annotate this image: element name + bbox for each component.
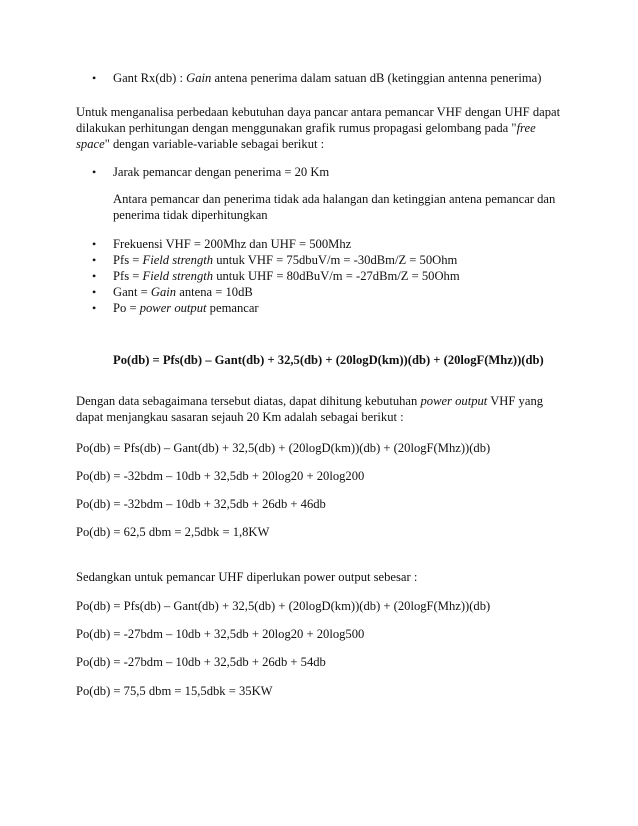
bullet-dot: • — [92, 237, 97, 251]
intro-line-2-text: dilakukan perhitungan dengan menggunakan grafik rumus propagasi gelombang pada " — [76, 121, 517, 135]
param-po — [113, 300, 259, 316]
param-frekuensi — [113, 236, 351, 252]
power-output-italic: power output — [420, 394, 488, 408]
param-text: untuk VHF = 75dbuV/m = -30dBm/Z = 50Ohm — [213, 253, 458, 267]
bullet-dot: • — [92, 71, 97, 85]
intro-line-3-text: " dengan variable-variable sebagai berikut : — [104, 137, 325, 151]
vhf-step-2: Po(db) = -32bdm – 10db + 32,5db + 20log20 + 20log200 — [76, 469, 365, 483]
gain-italic: Gain — [186, 71, 212, 85]
param-pfs-vhf — [113, 252, 457, 268]
param-pfs-uhf — [113, 268, 460, 284]
param-text: Pfs = — [113, 269, 143, 283]
bullet-dot: • — [92, 165, 97, 179]
bullet-dot: • — [92, 301, 97, 315]
param-text: antena = 10dB — [176, 285, 253, 299]
gant-rx-description: antena penerima dalam satuan dB (ketinggian antenna penerima) — [211, 71, 542, 85]
param-text: pemancar — [206, 301, 259, 315]
param-text: Gant = — [113, 285, 151, 299]
vhf-intro-text: Dengan data sebagaimana tersebut diatas, dapat dihitung kebutuhan — [76, 394, 421, 408]
bullet-dot: • — [92, 269, 97, 283]
intro-line-3 — [76, 136, 324, 152]
param-italic: power output — [139, 301, 207, 315]
jarak-note-line-1: Antara pemancar dan penerima tidak ada halangan dan ketinggian antena pemancar dan — [113, 192, 556, 206]
uhf-intro: Sedangkan untuk pemancar UHF diperlukan power output sebesar : — [76, 570, 418, 584]
uhf-step-2: Po(db) = -27bdm – 10db + 32,5db + 20log20 + 20log500 — [76, 627, 365, 641]
param-gant — [113, 284, 253, 300]
vhf-result: Po(db) = 62,5 dbm = 2,5dbk = 1,8KW — [76, 525, 270, 539]
uhf-step-1: Po(db) = Pfs(db) – Gant(db) + 32,5(db) + (20logD(km))(db) + (20logF(Mhz))(db) — [76, 599, 491, 613]
vhf-intro-line-1 — [76, 393, 543, 409]
bullet-dot: • — [92, 285, 97, 299]
gant-rx-item — [113, 70, 541, 86]
intro-line-1: Untuk menganalisa perbedaan kebutuhan daya pancar antara pemancar VHF dengan UHF dapat — [76, 105, 561, 119]
free-italic: free — [516, 121, 536, 135]
intro-line-2 — [76, 120, 536, 136]
param-text: Pfs = — [113, 253, 143, 267]
param-text: untuk UHF = 80dBuV/m = -27dBm/Z = 50Ohm — [213, 269, 460, 283]
vhf-step-3: Po(db) = -32bdm – 10db + 32,5db + 26db + 46db — [76, 497, 326, 511]
vhf-intro-text: VHF yang — [487, 394, 544, 408]
jarak-item: Jarak pemancar dengan penerima = 20 Km — [113, 165, 330, 179]
param-italic: Field strength — [142, 253, 214, 267]
vhf-intro-line-2: dapat menjangkau sasaran sejauh 20 Km adalah sebagai berikut : — [76, 410, 404, 424]
space-italic: space — [76, 137, 105, 151]
uhf-step-3: Po(db) = -27bdm – 10db + 32,5db + 26db + 54db — [76, 655, 326, 669]
param-text: Frekuensi VHF = 200Mhz dan UHF = 500Mhz — [113, 237, 352, 251]
gant-rx-label: Gant Rx(db) : — [113, 71, 187, 85]
param-text: Po = — [113, 301, 140, 315]
bullet-dot: • — [92, 253, 97, 267]
jarak-note-line-2: penerima tidak diperhitungkan — [113, 208, 268, 222]
param-italic: Field strength — [142, 269, 214, 283]
vhf-step-1: Po(db) = Pfs(db) – Gant(db) + 32,5(db) + (20logD(km))(db) + (20logF(Mhz))(db) — [76, 441, 491, 455]
uhf-result: Po(db) = 75,5 dbm = 15,5dbk = 35KW — [76, 684, 273, 698]
param-italic: Gain — [150, 285, 177, 299]
main-formula: Po(db) = Pfs(db) – Gant(db) + 32,5(db) + (20logD(km))(db) + (20logF(Mhz))(db) — [113, 353, 544, 367]
